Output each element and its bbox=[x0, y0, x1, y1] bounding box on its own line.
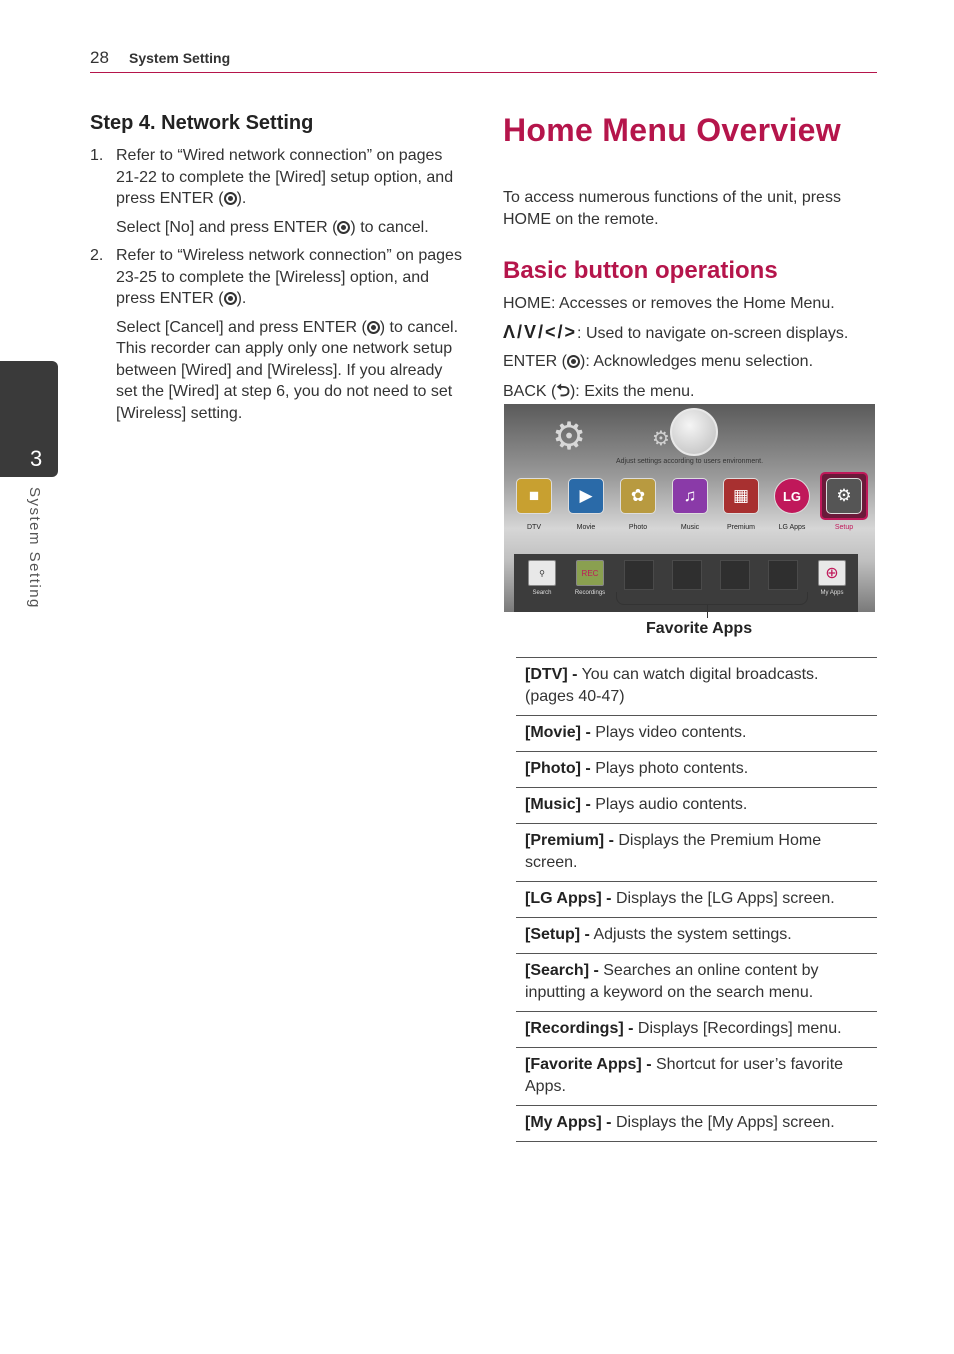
subsection-title: Basic button operations bbox=[503, 257, 778, 284]
favorite-slot[interactable] bbox=[672, 560, 702, 590]
gear-icon: ⚙ bbox=[552, 416, 587, 458]
recordings-icon: REC bbox=[576, 560, 604, 586]
favorite-apps-bracket bbox=[616, 592, 808, 605]
list-item bbox=[90, 145, 468, 238]
list-item bbox=[90, 245, 468, 424]
table-row: [Setup] - Adjusts the system settings. bbox=[516, 918, 877, 954]
table-row: [Photo] - Plays photo contents. bbox=[516, 752, 877, 788]
chapter-label: System Setting bbox=[26, 487, 43, 609]
list-paragraph: Select [Cancel] and press ENTER ( ) to cancel. This recorder can apply only one network setup between [Wired] and [Wireless]. If you already set the [Wired] at step 6, you do not need to set [Wireless] setting. bbox=[116, 318, 459, 422]
callout-line bbox=[707, 604, 708, 618]
lg-logo-icon: LG bbox=[774, 478, 810, 514]
app-music[interactable]: ♫ Music bbox=[668, 478, 712, 531]
app-movie[interactable]: ▶ Movie bbox=[564, 478, 608, 531]
enter-icon bbox=[224, 192, 237, 205]
back-icon: ⮌ bbox=[556, 380, 570, 400]
app-setup[interactable]: ⚙ Setup bbox=[822, 478, 866, 531]
app-row bbox=[512, 478, 872, 538]
app-photo[interactable]: ✿ Photo bbox=[616, 478, 660, 531]
table-row: [Recordings] - Displays [Recordings] menu. bbox=[516, 1012, 877, 1048]
music-note-icon: ♫ bbox=[672, 478, 708, 514]
table-row: [LG Apps] - Displays the [LG Apps] screen. bbox=[516, 882, 877, 918]
dock-search[interactable]: ⚲ Search bbox=[522, 560, 562, 596]
page-title: Home Menu Overview bbox=[503, 112, 841, 148]
gear-icon: ⚙ bbox=[826, 478, 862, 514]
intro-text: To access numerous functions of the unit, press HOME on the remote. bbox=[503, 189, 841, 228]
page-number: 28 bbox=[90, 48, 109, 67]
favorite-slot[interactable] bbox=[624, 560, 654, 590]
arrow-keys-icon: Λ/V/</> bbox=[503, 321, 578, 342]
table-row: [Favorite Apps] - Shortcut for user’s favorite Apps. bbox=[516, 1048, 877, 1106]
header-divider bbox=[90, 72, 877, 73]
flower-icon: ✿ bbox=[620, 478, 656, 514]
list-number: 2. bbox=[90, 247, 104, 264]
table-row: [Music] - Plays audio contents. bbox=[516, 788, 877, 824]
dock-recordings[interactable]: REC Recordings bbox=[570, 560, 610, 596]
enter-icon bbox=[337, 221, 350, 234]
globe-icon bbox=[670, 408, 718, 456]
table-row: [DTV] - You can watch digital broadcasts. (pages 40-47) bbox=[516, 658, 877, 716]
app-premium[interactable]: ▦ Premium bbox=[719, 478, 763, 531]
screen-caption: Adjust settings according to users environment. bbox=[615, 458, 764, 465]
chapter-number: 3 bbox=[30, 446, 43, 471]
op-enter: ENTER ( ): Acknowledges menu selection. bbox=[503, 353, 814, 370]
list-paragraph: Refer to “Wired network connection” on pages 21-22 to complete the [Wired] setup option, and press ENTER ( ). bbox=[116, 147, 454, 207]
table-row: [Premium] - Displays the Premium Home screen. bbox=[516, 824, 877, 882]
search-icon: ⚲ bbox=[528, 560, 556, 586]
dock-my-apps[interactable]: ⊕ My Apps bbox=[812, 560, 852, 596]
menu-description-table bbox=[516, 657, 877, 1142]
enter-icon bbox=[567, 355, 580, 368]
app-dtv[interactable]: ■ DTV bbox=[512, 478, 556, 531]
favorite-apps-label: Favorite Apps bbox=[646, 620, 753, 637]
plus-icon: ⊕ bbox=[818, 560, 846, 586]
left-column bbox=[90, 112, 468, 431]
clapper-icon: ▶ bbox=[568, 478, 604, 514]
app-lg-apps[interactable]: LG LG Apps bbox=[770, 478, 814, 531]
tv-icon: ■ bbox=[516, 478, 552, 514]
section-title: System Setting bbox=[129, 50, 231, 66]
home-menu-screenshot bbox=[504, 404, 875, 612]
table-row: [My Apps] - Displays the [My Apps] screen. bbox=[516, 1106, 877, 1142]
table-row: [Movie] - Plays video contents. bbox=[516, 716, 877, 752]
gear-icon: ⚙ bbox=[652, 428, 670, 450]
op-arrows: Λ/V/</>: Used to navigate on-screen displays. bbox=[503, 321, 849, 342]
enter-icon bbox=[367, 321, 380, 334]
favorite-slot[interactable] bbox=[768, 560, 798, 590]
op-home: HOME: Accesses or removes the Home Menu. bbox=[503, 295, 835, 312]
list-paragraph: Refer to “Wireless network connection” on pages 23-25 to complete the [Wireless] option, and press ENTER ( ). bbox=[116, 247, 462, 307]
button-operations bbox=[503, 293, 877, 402]
right-column bbox=[503, 112, 877, 409]
enter-icon bbox=[224, 292, 237, 305]
chapter-tab bbox=[0, 361, 58, 477]
list-paragraph: Select [No] and press ENTER ( ) to cancel. bbox=[116, 218, 429, 236]
favorite-slot[interactable] bbox=[720, 560, 750, 590]
op-back: BACK (⮌): Exits the menu. bbox=[503, 380, 695, 400]
table-row: [Search] - Searches an online content by inputting a keyword on the search menu. bbox=[516, 954, 877, 1012]
grid-icon: ▦ bbox=[723, 478, 759, 514]
step-title: Step 4. Network Setting bbox=[90, 112, 314, 134]
list-number: 1. bbox=[90, 147, 104, 164]
